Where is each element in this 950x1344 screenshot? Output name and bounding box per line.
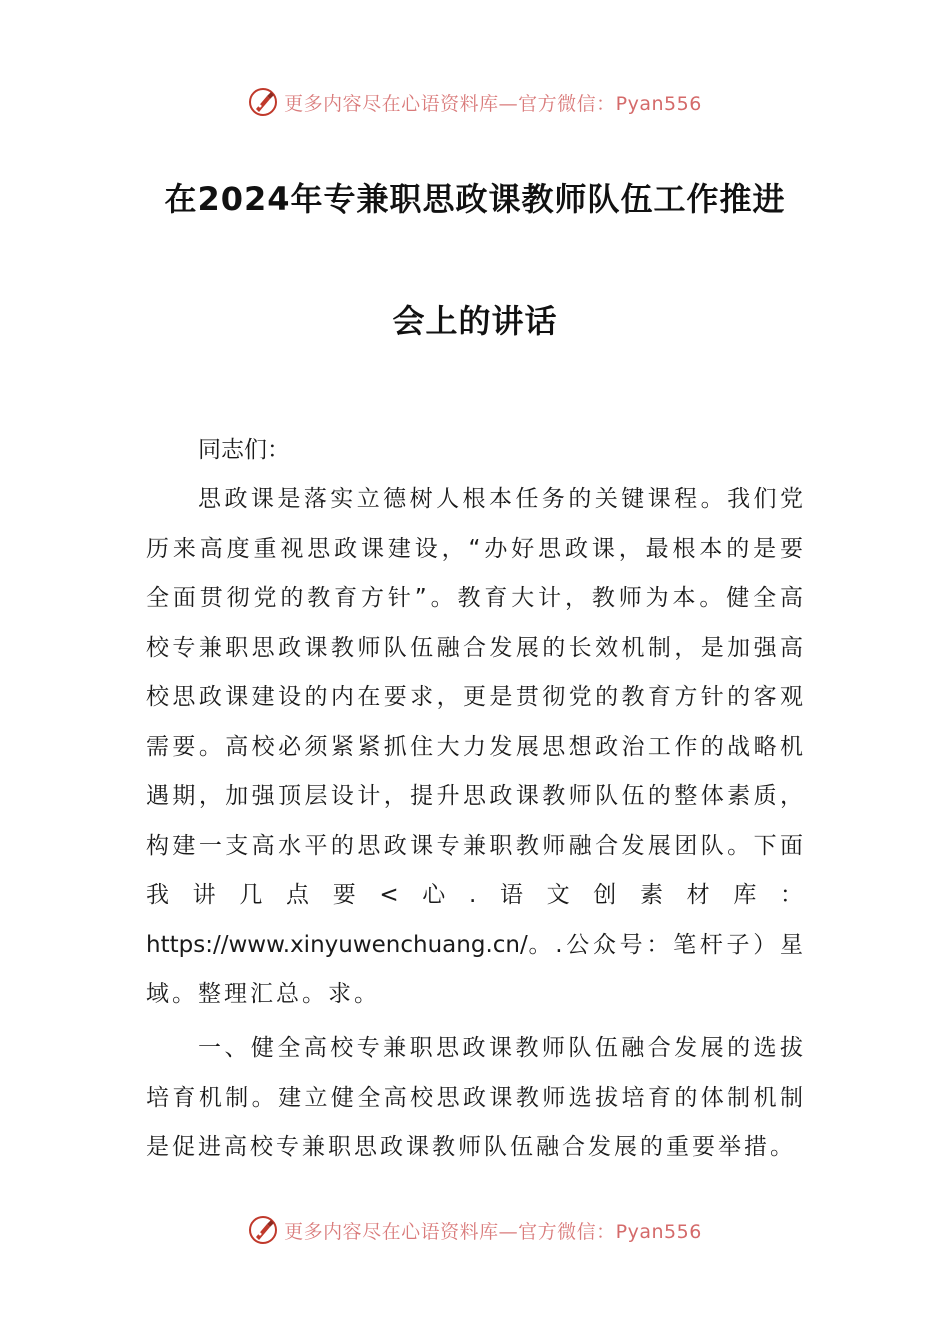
watermark-banner-top [0, 82, 950, 122]
paragraph-intro: 思政课是落实立德树人根本任务的关键课程。我们党历来高度重视思政课建设，“办好思政课，最根本的是要全面贯彻党的教育方针”。教育大计，教师为本。健全高校专兼职思政课教师队伍融合发展的长效机制，是加强高校思政课建设的内在要求，更是贯彻党的教育方针的客观需要。高校必须紧紧抓住大力发展思想政治工作的战略机遇期，加强顶层设计，提升思政课教师队伍的整体素质，构建一支高水平的思政课专兼职教师融合发展团队。下面我讲几点要<心.语文创素材库：https://www.xinyuwenchuang.cn/。.公众号：笔杆子）星域。整理汇总。求。 [146, 486, 806, 1007]
page-title-line-1: 在2024年专兼职思政课教师队伍工作推进 [164, 180, 786, 218]
paragraph-section-1: 一、健全高校专兼职思政课教师队伍融合发展的选拔培育机制。建立健全高校思政课教师选拔培育的体制机制是促进高校专兼职思政课教师队伍融合发展的重要举措。 [146, 1035, 806, 1160]
pen-nib-logo-icon [248, 87, 278, 117]
salutation: 同志们： [198, 437, 290, 463]
watermark-banner-bottom [0, 1210, 950, 1250]
watermark-text: 更多内容尽在心语资料库—官方微信：Pyan556 [284, 92, 702, 115]
pen-nib-logo-icon [248, 1215, 278, 1245]
watermark-text: 更多内容尽在心语资料库—官方微信：Pyan556 [284, 1220, 702, 1243]
page-title-line-2: 会上的讲话 [392, 302, 558, 340]
url-link[interactable]: https://www.xinyuwenchuang.cn/ [146, 931, 528, 958]
